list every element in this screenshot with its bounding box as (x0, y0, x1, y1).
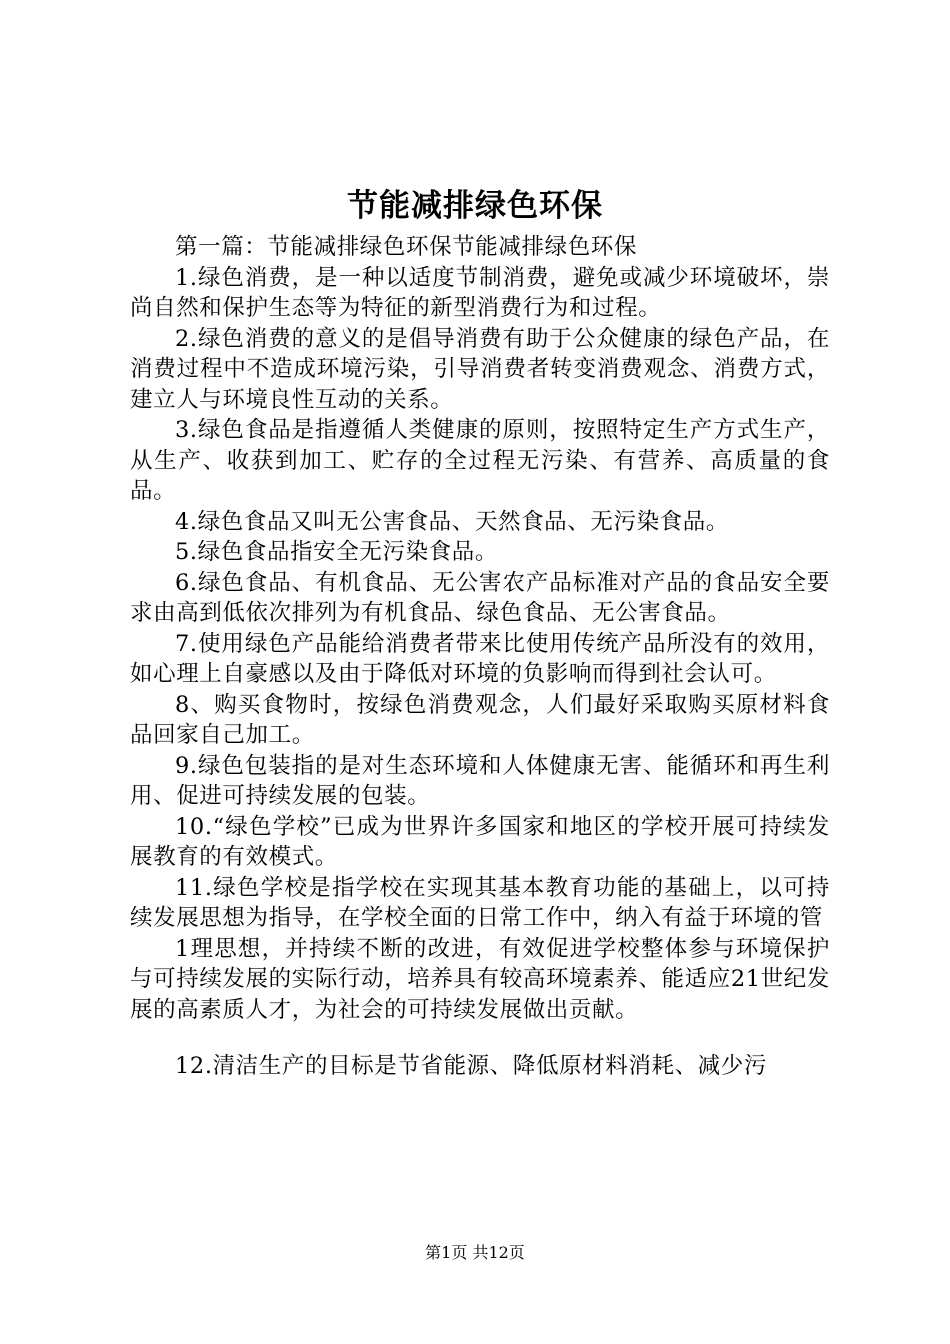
paragraph-item-9: 9.绿色包装指的是对生态环境和人体健康无害、能循环和再生利用、促进可持续发展的包装。 (130, 752, 830, 809)
paragraph-heading: 第一篇：节能减排绿色环保节能减排绿色环保 (175, 234, 638, 260)
paragraph-item-12: 12.清洁生产的目标是节省能源、降低原材料消耗、减少污 (175, 1053, 767, 1079)
paragraph-item-2: 2.绿色消费的意义的是倡导消费有助于公众健康的绿色产品，在消费过程中不造成环境污染，引导消费者转变消费观念、消费方式，建立人与环境良性互动的关系。 (130, 325, 830, 413)
paragraph-continuation: 1理思想，并持续不断的改进，有效促进学校整体参与环境保护与可持续发展的实际行动，培养具有较高环境素养、能适应21世纪发展的高素质人才，为社会的可持续发展做出贡献。 (130, 935, 830, 1023)
paragraph-item-8: 8、购买食物时，按绿色消费观念，人们最好采取购买原材料食品回家自己加工。 (130, 691, 830, 748)
paragraph-item-10: 10.“绿色学校”已成为世界许多国家和地区的学校开展可持续发展教育的有效模式。 (130, 813, 830, 870)
document-body (130, 232, 830, 1082)
paragraph-item-6: 6.绿色食品、有机食品、无公害农产品标准对产品的食品安全要求由高到低依次排列为有机食品、绿色食品、无公害食品。 (130, 569, 830, 626)
paragraph-item-1: 1.绿色消费，是一种以适度节制消费，避免或减少环境破坏，崇尚自然和保护生态等为特征的新型消费行为和过程。 (130, 264, 830, 321)
paragraph-item-5: 5.绿色食品指安全无污染食品。 (175, 539, 498, 565)
page-footer: 第1页 共12页 (425, 1243, 525, 1262)
document-title: 节能减排绿色环保 (347, 188, 603, 224)
paragraph-item-11: 11.绿色学校是指学校在实现其基本教育功能的基础上，以可持续发展思想为指导，在学校全面的日常工作中，纳入有益于环境的管 (130, 874, 830, 931)
paragraph-item-4: 4.绿色食品又叫无公害食品、天然食品、无污染食品。 (175, 508, 729, 535)
paragraph-item-7: 7.使用绿色产品能给消费者带来比使用传统产品所没有的效用，如心理上自豪感以及由于降低对环境的负影响而得到社会认可。 (130, 630, 830, 687)
paragraph-item-3: 3.绿色食品是指遵循人类健康的原则，按照特定生产方式生产，从生产、收获到加工、贮存的全过程无污染、有营养、高质量的食品。 (130, 417, 830, 504)
